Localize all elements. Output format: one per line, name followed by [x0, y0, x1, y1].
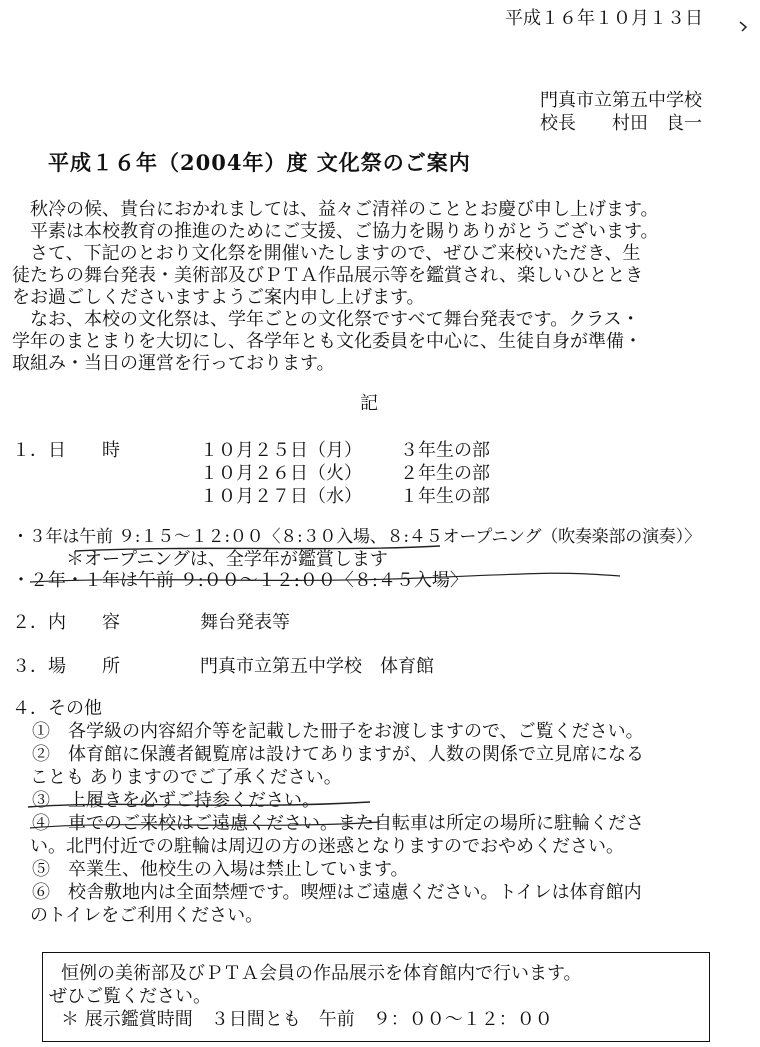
intro-line: 徒たちの舞台発表・美術部及びＰＴＡ作品展示等を鑑賞され、楽しいひととき: [12, 265, 644, 286]
other-line: ③ 上履きを必ずご持参ください。: [32, 790, 320, 811]
intro-line: なお、本校の文化祭は、学年ごとの文化祭ですべて舞台発表です。クラス・: [12, 309, 640, 330]
other-line: ① 各学級の内容紹介等を記載した冊子をお渡しますので、ご覧ください。: [32, 721, 644, 742]
box-line: ぜひご覧ください。: [49, 986, 211, 1007]
box-line: 恒例の美術部及びＰＴＡ会員の作品展示を体育館内で行います。: [61, 963, 582, 984]
school-name: 門真市立第五中学校: [540, 90, 702, 111]
item4-label: ４．その他: [12, 698, 102, 719]
grade-row: ２年生の部: [400, 463, 490, 484]
box-line: ＊ 展示鑑賞時間 ３日間とも 午前 ９：００～１２：００: [61, 1009, 553, 1030]
intro-line: 学年のまとまりを大切にし、各学年とも文化委員を中心に、生徒自身が準備・: [12, 331, 642, 352]
document-title: 平成１６年（2004年）度 文化祭のご案内: [48, 150, 471, 175]
grade-row: １年生の部: [400, 486, 490, 507]
item2-value: 舞台発表等: [200, 612, 290, 633]
schedule-note: ・２年・１年は午前 ９:００～１２:００〈８:４５入場〉: [12, 570, 468, 591]
other-line: ⑥ 校舎敷地内は全面禁煙です。喫煙はご遠慮ください。トイレは体育館内: [32, 882, 642, 903]
item3-label: ３．場 所: [12, 656, 120, 677]
other-line: ⑤ 卒業生、他校生の入場は禁止しています。: [32, 859, 409, 880]
item2-label: ２．内 容: [12, 612, 120, 633]
other-line: ② 体育館に保護者観覧席は設けてありますが、人数の関係で立見席になる: [32, 744, 644, 765]
date-row: １０月２５日（月）: [200, 440, 362, 461]
intro-line: 平素は本校教育の推進のためにご支援、ご協力を賜りありがとうございます。: [12, 221, 659, 242]
other-line: のトイレをご利用ください。: [12, 905, 264, 926]
intro-line: 取組み・当日の運営を行っております。: [12, 353, 335, 374]
item3-value: 門真市立第五中学校 体育館: [200, 656, 434, 677]
exhibition-box: [42, 952, 710, 1042]
date-row: １０月２６日（火）: [200, 463, 362, 484]
grade-row: ３年生の部: [400, 440, 490, 461]
intro-line: 秋冷の候、貴台におかれましては、益々ご清祥のこととお慶び申し上げます。: [12, 199, 659, 220]
ink-mark: [740, 22, 746, 31]
ki-heading: 記: [360, 393, 378, 414]
schedule-note: ＊オープニングは、全学年が鑑賞します: [12, 549, 388, 570]
date-row: １０月２７日（水）: [200, 486, 362, 507]
principal-name: 校長 村田 良一: [540, 113, 702, 134]
intro-line: をお過ごしくださいますようご案内申し上げます。: [12, 287, 425, 308]
document-date: 平成１６年１０月１３日: [505, 8, 703, 29]
other-line: ことも ありますのでご了承ください。: [12, 767, 342, 788]
other-line: ④ 車でのご来校はご遠慮ください。また自転車は所定の場所に駐輪くださ: [32, 813, 644, 834]
other-line: い。北門付近での駐輪は周辺の方の迷惑となりますのでおやめください。: [12, 836, 624, 857]
intro-line: さて、下記のとおり文化祭を開催いたしますので、ぜひご来校いただき、生: [12, 243, 641, 264]
item1-label: １．日 時: [12, 440, 120, 461]
schedule-note: ・３年は午前 ９:１５～１２:００〈８:３０入場、８:４５オープニング（吹奏楽部の演奏）〉: [12, 527, 701, 547]
